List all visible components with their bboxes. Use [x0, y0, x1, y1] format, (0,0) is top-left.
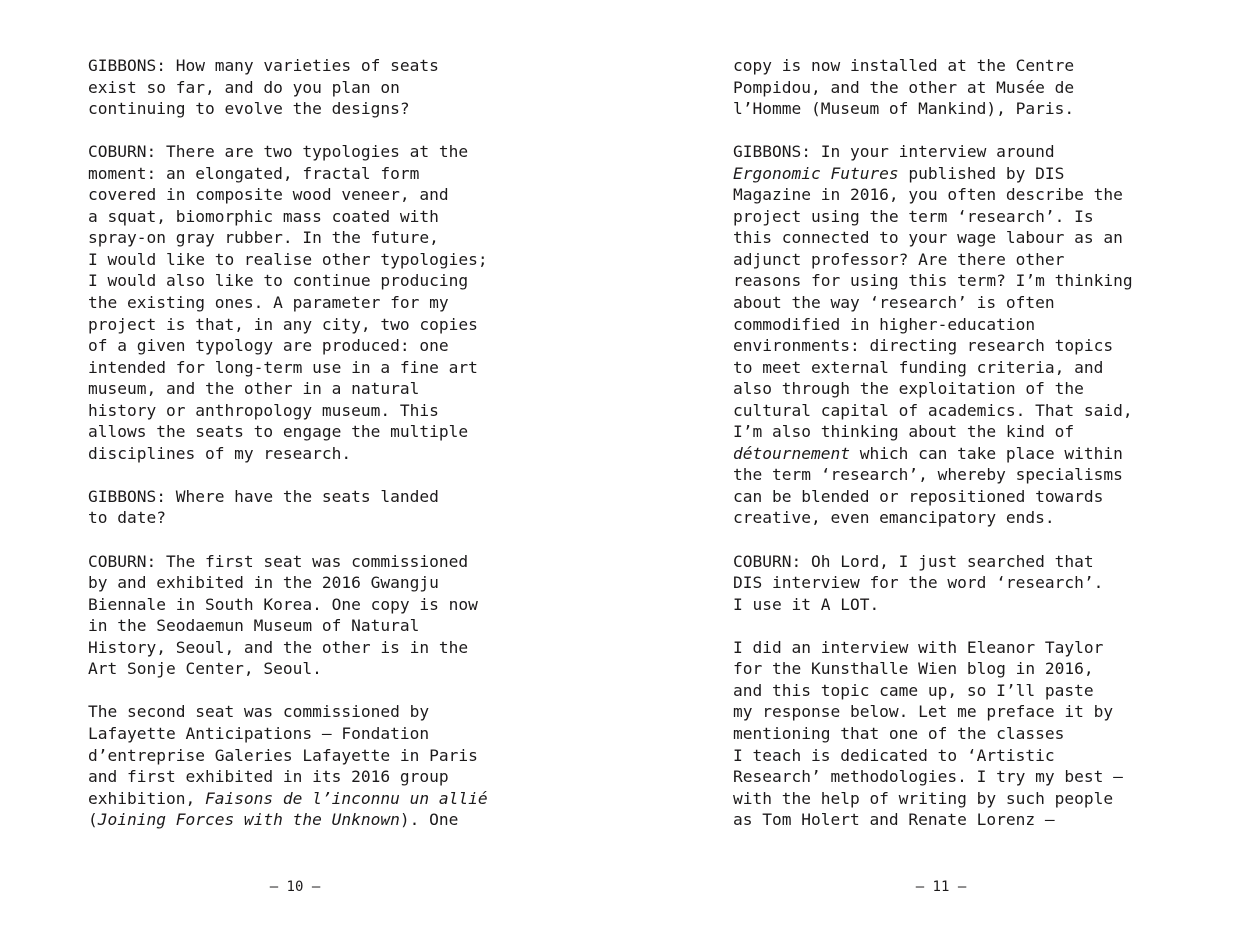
- text-line: [733, 680, 1153, 702]
- text-segment: cultural capital of academics. That said,: [733, 400, 1133, 420]
- text-line: [733, 227, 1153, 249]
- text-line: [88, 421, 508, 443]
- text-segment: adjunct professor? Are there other: [733, 249, 1065, 269]
- text-line: [733, 766, 1153, 788]
- text-segment: which can take place within: [849, 443, 1123, 463]
- text-line: [733, 486, 1153, 508]
- text-line: [88, 507, 508, 529]
- text-segment: Magazine in 2016, you often describe the: [733, 185, 1123, 205]
- text-line: [733, 723, 1153, 745]
- text-segment: this connected to your wage labour as an: [733, 228, 1123, 248]
- text-line: [733, 701, 1153, 723]
- text-line: [733, 270, 1153, 292]
- text-line: [733, 464, 1153, 486]
- text-segment: ). One: [399, 810, 459, 830]
- text-segment: also through the exploitation of the: [733, 379, 1084, 399]
- text-segment: continuing to evolve the designs?: [88, 99, 410, 119]
- text-line: [88, 551, 508, 573]
- text-line: [88, 249, 508, 271]
- text-segment: with the help of writing by such people: [733, 788, 1114, 808]
- text-line: [733, 745, 1153, 767]
- text-line: [88, 357, 508, 379]
- text-line: [88, 572, 508, 594]
- text-line: [733, 572, 1153, 594]
- text-segment: COBURN: Oh Lord, I just searched that: [733, 551, 1094, 571]
- text-segment: for the Kunsthalle Wien blog in 2016,: [733, 659, 1094, 679]
- text-segment: I would like to realise other typologies;: [88, 249, 488, 269]
- text-line: [88, 723, 508, 745]
- text-line: [733, 292, 1153, 314]
- text-line: [88, 486, 508, 508]
- italic-text: Ergonomic Futures: [733, 163, 899, 183]
- text-line: [88, 314, 508, 336]
- text-line: [733, 809, 1153, 831]
- text-segment: reasons for using this term? I’m thinking: [733, 271, 1133, 291]
- text-segment: mentioning that one of the classes: [733, 723, 1065, 743]
- text-line: [733, 788, 1153, 810]
- text-segment: The second seat was commissioned by: [88, 702, 430, 722]
- text-line: [88, 788, 508, 810]
- text-line: [88, 658, 508, 680]
- text-line: [733, 421, 1153, 443]
- text-segment: GIBBONS: Where have the seats landed: [88, 486, 439, 506]
- paragraph: [733, 637, 1153, 831]
- text-segment: to meet external funding criteria, and: [733, 357, 1104, 377]
- text-line: [88, 766, 508, 788]
- text-segment: commodified in higher-education: [733, 314, 1036, 334]
- text-segment: GIBBONS: In your interview around: [733, 142, 1055, 162]
- paragraph: [733, 141, 1153, 529]
- italic-text: Faisons de l’inconnu un allié: [204, 788, 488, 808]
- text-segment: of a given typology are produced: one: [88, 336, 449, 356]
- text-segment: to date?: [88, 508, 166, 528]
- text-line: [733, 658, 1153, 680]
- paragraph: [88, 551, 508, 680]
- text-line: [88, 400, 508, 422]
- italic-text: Joining Forces with the Unknown: [97, 810, 400, 830]
- text-segment: project is that, in any city, two copies: [88, 314, 478, 334]
- text-segment: as Tom Holert and Renate Lorenz —: [733, 810, 1055, 830]
- paragraph: [733, 55, 1153, 120]
- text-segment: Art Sonje Center, Seoul.: [88, 659, 322, 679]
- text-segment: COBURN: There are two typologies at the: [88, 142, 469, 162]
- text-line: [733, 206, 1153, 228]
- text-line: [88, 55, 508, 77]
- paragraph: [88, 486, 508, 529]
- paragraph: [88, 55, 508, 120]
- text-segment: exhibition,: [88, 788, 205, 808]
- text-segment: and this topic came up, so I’ll paste: [733, 680, 1094, 700]
- text-line: [88, 637, 508, 659]
- page-left-number: – 10 –: [269, 879, 321, 895]
- text-line: [733, 335, 1153, 357]
- text-line: [88, 227, 508, 249]
- text-segment: intended for long-term use in a fine art: [88, 357, 478, 377]
- text-segment: l’Homme (Museum of Mankind), Paris.: [733, 99, 1075, 119]
- text-segment: moment: an elongated, fractal form: [88, 163, 420, 183]
- text-line: [88, 163, 508, 185]
- text-segment: Research’ methodologies. I try my best —: [733, 767, 1123, 787]
- text-line: [88, 594, 508, 616]
- text-segment: a squat, biomorphic mass coated with: [88, 206, 439, 226]
- text-line: [88, 443, 508, 465]
- text-line: [733, 184, 1153, 206]
- text-line: [733, 443, 1153, 465]
- text-segment: and first exhibited in its 2016 group: [88, 767, 449, 787]
- text-segment: history or anthropology museum. This: [88, 400, 439, 420]
- text-line: [88, 270, 508, 292]
- text-segment: GIBBONS: How many varieties of seats: [88, 56, 439, 75]
- text-segment: History, Seoul, and the other is in the: [88, 637, 469, 657]
- page-right-number: – 11 –: [915, 879, 967, 895]
- text-segment: disciplines of my research.: [88, 443, 352, 463]
- text-segment: museum, and the other in a natural: [88, 379, 420, 399]
- text-line: [733, 314, 1153, 336]
- text-segment: by and exhibited in the 2016 Gwangju: [88, 573, 439, 593]
- text-line: [88, 184, 508, 206]
- italic-text: détournement: [733, 443, 850, 463]
- text-segment: Pompidou, and the other at Musée de: [733, 77, 1075, 97]
- text-segment: about the way ‘research’ is often: [733, 293, 1055, 313]
- text-line: [733, 594, 1153, 616]
- text-line: [88, 292, 508, 314]
- text-segment: published by DIS: [898, 163, 1065, 183]
- text-line: [733, 77, 1153, 99]
- text-segment: project using the term ‘research’. Is: [733, 206, 1094, 226]
- text-line: [733, 98, 1153, 120]
- text-line: [733, 249, 1153, 271]
- text-line: [733, 141, 1153, 163]
- text-line: [733, 637, 1153, 659]
- text-segment: exist so far, and do you plan on: [88, 77, 400, 97]
- text-segment: I teach is dedicated to ‘Artistic: [733, 745, 1055, 765]
- text-segment: COBURN: The first seat was commissioned: [88, 551, 469, 571]
- text-segment: DIS interview for the word ‘research’.: [733, 573, 1104, 593]
- text-line: [88, 335, 508, 357]
- text-line: [88, 745, 508, 767]
- text-segment: (: [88, 810, 98, 830]
- text-line: [88, 141, 508, 163]
- text-segment: I use it A LOT.: [733, 594, 880, 614]
- text-line: [88, 701, 508, 723]
- text-segment: the existing ones. A parameter for my: [88, 293, 449, 313]
- text-segment: allows the seats to engage the multiple: [88, 422, 469, 442]
- text-line: [733, 163, 1153, 185]
- text-segment: creative, even emancipatory ends.: [733, 508, 1055, 528]
- text-line: [733, 378, 1153, 400]
- text-line: [733, 507, 1153, 529]
- paragraph: [88, 701, 508, 830]
- text-segment: environments: directing research topics: [733, 336, 1114, 356]
- text-line: [88, 809, 508, 831]
- text-segment: can be blended or repositioned towards: [733, 486, 1104, 506]
- page-right-text-column: [733, 55, 1153, 831]
- text-line: [733, 551, 1153, 573]
- text-segment: I would also like to continue producing: [88, 271, 469, 291]
- text-segment: I did an interview with Eleanor Taylor: [733, 637, 1104, 657]
- text-segment: Lafayette Anticipations — Fondation: [88, 723, 430, 743]
- text-line: [88, 77, 508, 99]
- text-segment: d’entreprise Galeries Lafayette in Paris: [88, 745, 478, 765]
- page-left-text-column: [88, 55, 508, 831]
- text-segment: covered in composite wood veneer, and: [88, 185, 449, 205]
- text-segment: Biennale in South Korea. One copy is now: [88, 594, 478, 614]
- text-line: [88, 615, 508, 637]
- text-line: [733, 400, 1153, 422]
- text-line: [88, 206, 508, 228]
- text-line: [733, 55, 1153, 77]
- text-line: [88, 378, 508, 400]
- text-segment: the term ‘research’, whereby specialisms: [733, 465, 1123, 485]
- text-segment: I’m also thinking about the kind of: [733, 422, 1075, 442]
- text-line: [88, 98, 508, 120]
- text-segment: spray-on gray rubber. In the future,: [88, 228, 439, 248]
- paragraph: [733, 551, 1153, 616]
- paragraph: [88, 141, 508, 464]
- text-segment: copy is now installed at the Centre: [733, 56, 1075, 75]
- text-segment: in the Seodaemun Museum of Natural: [88, 616, 420, 636]
- text-line: [733, 357, 1153, 379]
- text-segment: my response below. Let me preface it by: [733, 702, 1114, 722]
